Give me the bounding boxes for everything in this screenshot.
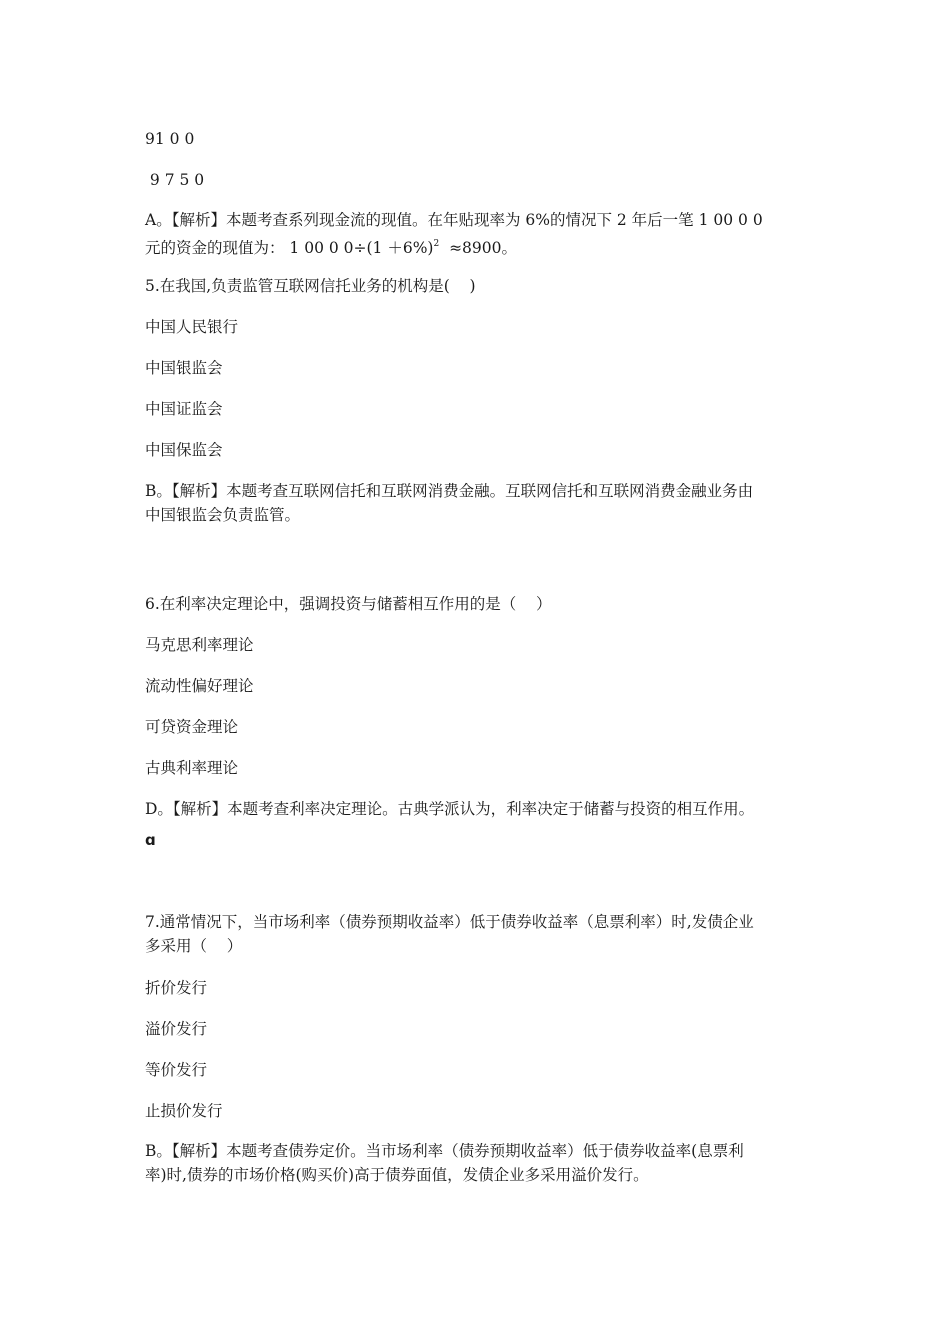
q5-answer-line2: 中国银监会负责监管。 xyxy=(145,506,301,524)
q5-answer-line1: B。【解析】本题考查互联网信托和互联网消费金融。互联网信托和互联网消费金融业务由 xyxy=(145,482,754,500)
stray-mark: ɑ xyxy=(145,831,156,849)
q6-option-d: 古典利率理论 xyxy=(145,759,239,777)
q6-option-b: 流动性偏好理论 xyxy=(145,677,254,695)
q5-option-b: 中国银监会 xyxy=(145,359,223,377)
q4-answer-line2-b: ≈8900。 xyxy=(439,239,518,257)
q4-option-d: 9 7 5 0 xyxy=(145,171,205,189)
q7-option-a: 折价发行 xyxy=(145,979,208,997)
q5-option-d: 中国保监会 xyxy=(145,441,223,459)
q7-question xyxy=(145,910,810,958)
q7-option-d: 止损价发行 xyxy=(145,1102,223,1120)
q4-answer xyxy=(145,208,810,260)
q4-answer-line2-a: 元的资金的现值为： 1 00 0 0÷(1 ＋6%) xyxy=(145,239,434,257)
q6-answer xyxy=(145,797,810,821)
q5-option-c: 中国证监会 xyxy=(145,400,223,418)
q5-answer xyxy=(145,479,810,527)
q4-option-c: 91 0 0 xyxy=(145,130,195,148)
q7-question-line2: 多采用（ ） xyxy=(145,937,243,955)
q7-option-b: 溢价发行 xyxy=(145,1020,208,1038)
q5-question: 5.在我国,负责监管互联网信托业务的机构是( ) xyxy=(145,277,476,295)
q4-answer-exponent: 2 xyxy=(433,239,440,249)
q6-option-c: 可贷资金理论 xyxy=(145,718,239,736)
q5-option-a: 中国人民银行 xyxy=(145,318,239,336)
q6-option-a: 马克思利率理论 xyxy=(145,636,254,654)
q4-answer-line2 xyxy=(145,232,810,260)
q6-answer-line1: D。【解析】本题考查利率决定理论。古典学派认为，利率决定于储蓄与投资的相互作用。 xyxy=(145,800,755,818)
q4-answer-line1: A。【解析】本题考查系列现金流的现值。在年贴现率为 6%的情况下 2 年后一笔 1 00 0 0 xyxy=(145,211,763,229)
q7-answer-line1: B。【解析】本题考查债券定价。当市场利率（债券预期收益率）低于债券收益率(息票利 xyxy=(145,1142,744,1160)
q7-answer xyxy=(145,1139,810,1187)
q7-option-c: 等价发行 xyxy=(145,1061,208,1079)
q6-question: 6.在利率决定理论中，强调投资与储蓄相互作用的是（ ） xyxy=(145,595,552,613)
q7-question-line1: 7.通常情况下，当市场利率（债券预期收益率）低于债券收益率（息票利率）时,发债企业 xyxy=(145,913,754,931)
q7-answer-line2: 率)时,债券的市场价格(购买价)高于债券面值，发债企业多采用溢价发行。 xyxy=(145,1166,649,1184)
